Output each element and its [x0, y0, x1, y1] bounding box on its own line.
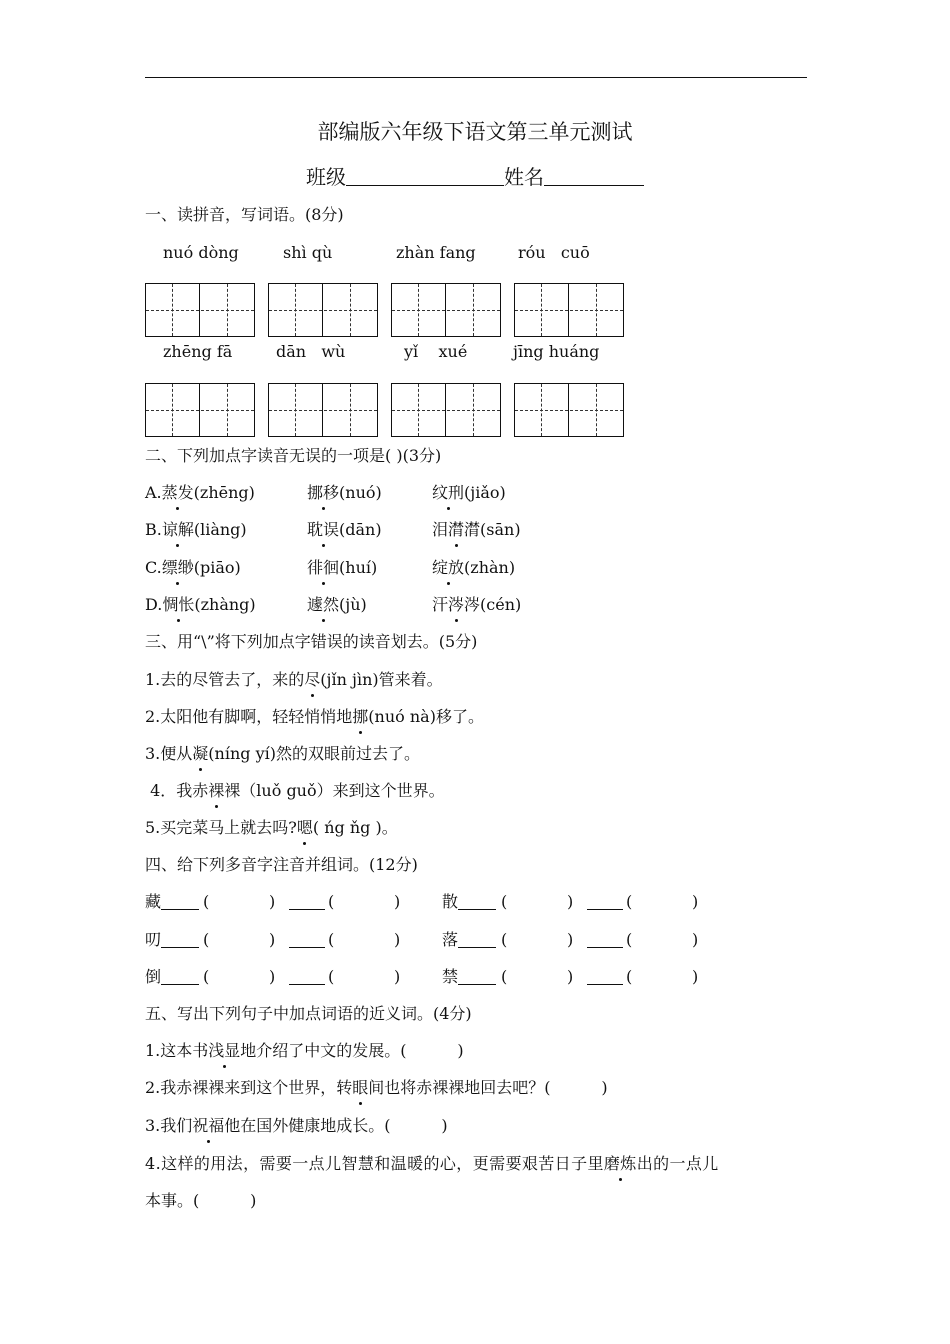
pinyin: (piāo)	[193, 558, 241, 577]
paren-open: (	[501, 930, 508, 949]
writing-grid-box[interactable]	[145, 383, 255, 437]
question-item-continuation: 本事。( )	[145, 1191, 257, 1210]
pinyin: (dān)	[339, 520, 382, 539]
question-item: 2.太阳他有脚啊，轻轻悄悄地挪(nuó nà)移了。	[145, 707, 484, 726]
paren-open: (	[203, 930, 210, 949]
paren-open: (	[203, 892, 210, 911]
section-5-heading: 五、写出下列句子中加点词语的近义词。(4分)	[145, 1004, 472, 1023]
paren-open: (	[501, 967, 508, 986]
paren-open: (	[203, 967, 210, 986]
dotted-char: 凝	[192, 744, 209, 763]
option-letter: D.	[145, 595, 163, 614]
paren-close: )	[394, 930, 401, 949]
writing-grid-box[interactable]	[145, 283, 255, 337]
answer-blank[interactable]	[289, 967, 325, 985]
dotted-char: 耽误	[307, 520, 340, 539]
answer-blank[interactable]	[458, 892, 496, 910]
question-item: 1.去的尽管去了，来的尽(jǐn jìn)管来着。	[145, 670, 443, 689]
dotted-char: 裸	[208, 781, 225, 800]
dotted-char: 嗯	[296, 818, 313, 837]
paren-close: )	[692, 930, 699, 949]
pinyin-label: nuó dòng	[163, 243, 239, 262]
name-label: 姓名	[504, 165, 544, 189]
dotted-char: 惆怅	[162, 595, 195, 614]
pinyin: (cén)	[480, 595, 522, 614]
section-3-heading: 三、用“\”将下列加点字错误的读音划去。(5分)	[145, 632, 478, 651]
dotted-char: 缥缈	[161, 558, 194, 577]
pinyin-label: zhàn fang	[396, 243, 476, 262]
paren-close: )	[692, 967, 699, 986]
paren-open: (	[328, 930, 335, 949]
dotted-char: 汗涔涔	[432, 595, 481, 614]
answer-blank[interactable]	[458, 967, 496, 985]
question-item: 5.买完菜马上就去吗?嗯( ńg ňg )。	[145, 818, 398, 837]
answer-blank[interactable]	[289, 930, 325, 948]
paren-open: (	[328, 892, 335, 911]
dotted-char: 浅显	[208, 1041, 241, 1060]
writing-grid-box[interactable]	[391, 283, 501, 337]
dotted-char: 谅解	[161, 520, 194, 539]
pinyin-label: jīng huáng	[513, 342, 600, 361]
polyphone-char: 散	[442, 892, 459, 911]
dotted-char: 纹刑	[432, 483, 465, 502]
question-item: 3.我们祝福他在国外健康地成长。( )	[145, 1116, 448, 1135]
paren-close: )	[567, 967, 574, 986]
dotted-char: 尽	[304, 670, 321, 689]
option-letter: A.	[145, 483, 162, 502]
dotted-char: 遽然	[307, 595, 340, 614]
paren-open: (	[626, 930, 633, 949]
pinyin-label: yǐ xué	[404, 342, 468, 361]
paren-close: )	[692, 892, 699, 911]
dotted-char: 泪潸潸	[432, 520, 481, 539]
pinyin-label: shì qù	[283, 243, 333, 262]
pinyin-label: dān wù	[276, 342, 346, 361]
polyphone-char: 叨	[145, 930, 162, 949]
question-item: 2.我赤裸裸来到这个世界，转眼间也将赤裸裸地回去吧？( )	[145, 1078, 608, 1097]
answer-blank[interactable]	[161, 892, 199, 910]
paren-open: (	[626, 892, 633, 911]
section-2-heading: 二、下列加点字读音无误的一项是( )(3分)	[145, 446, 442, 465]
pinyin: (nuó)	[339, 483, 382, 502]
pinyin: (sān)	[480, 520, 521, 539]
paren-close: )	[269, 930, 276, 949]
pinyin: (zhēng)	[193, 483, 255, 502]
paren-open: (	[328, 967, 335, 986]
option-letter: B.	[145, 520, 162, 539]
option-letter: C.	[145, 558, 162, 577]
polyphone-char: 禁	[442, 967, 459, 986]
pinyin: (zhàng)	[194, 595, 256, 614]
paren-close: )	[269, 967, 276, 986]
paren-close: )	[567, 892, 574, 911]
pinyin: (zhàn)	[464, 558, 516, 577]
dotted-char: 祝福	[192, 1116, 225, 1135]
writing-grid-box[interactable]	[514, 283, 624, 337]
writing-grid-box[interactable]	[268, 383, 378, 437]
dotted-char: 眼	[352, 1078, 369, 1097]
writing-grid-box[interactable]	[268, 283, 378, 337]
dotted-char: 绽放	[432, 558, 465, 577]
paren-open: (	[501, 892, 508, 911]
pinyin-label: zhēng fā	[163, 342, 233, 361]
paren-close: )	[269, 892, 276, 911]
question-item: 4．我赤裸裸（luǒ guǒ）来到这个世界。	[145, 781, 445, 800]
polyphone-char: 藏	[145, 892, 162, 911]
dotted-char: 磨炼	[603, 1154, 637, 1173]
pinyin: (huí)	[339, 558, 378, 577]
answer-blank[interactable]	[161, 967, 199, 985]
class-label: 班级	[306, 165, 346, 189]
answer-blank[interactable]	[161, 930, 199, 948]
pinyin: (liàng)	[193, 520, 247, 539]
top-rule	[145, 77, 807, 78]
pinyin: (jiǎo)	[464, 483, 506, 502]
question-item: 1.这本书浅显地介绍了中文的发展。( )	[145, 1041, 464, 1060]
writing-grid-box[interactable]	[391, 383, 501, 437]
writing-grid-box[interactable]	[514, 383, 624, 437]
dotted-char: 徘徊	[307, 558, 340, 577]
page-title: 部编版六年级下语文第三单元测试	[317, 120, 633, 144]
answer-blank[interactable]	[289, 892, 325, 910]
pinyin-label: róu cuō	[518, 243, 590, 262]
paren-close: )	[567, 930, 574, 949]
dotted-char: 挪	[352, 707, 369, 726]
question-item: 3.便从凝(níng yí)然的双眼前过去了。	[145, 744, 420, 763]
pinyin: (jù)	[339, 595, 367, 614]
answer-blank[interactable]	[587, 892, 623, 910]
section-4-heading: 四、给下列多音字注音并组词。(12分)	[145, 855, 418, 874]
answer-blank[interactable]	[587, 967, 623, 985]
polyphone-char: 倒	[145, 967, 162, 986]
class-blank[interactable]	[346, 165, 504, 186]
section-1-heading: 一、读拼音，写词语。(8分)	[145, 205, 344, 224]
dotted-char: 蒸发	[161, 483, 194, 502]
paren-close: )	[394, 892, 401, 911]
dotted-char: 挪移	[307, 483, 340, 502]
paren-open: (	[626, 967, 633, 986]
name-blank[interactable]	[544, 165, 644, 186]
student-info-line	[0, 161, 950, 190]
answer-blank[interactable]	[458, 930, 496, 948]
paren-close: )	[394, 967, 401, 986]
question-item: 4.这样的用法，需要一点儿智慧和温暖的心，更需要艰苦日子里磨炼出的一点儿	[145, 1154, 719, 1173]
polyphone-char: 落	[442, 930, 459, 949]
answer-blank[interactable]	[587, 930, 623, 948]
